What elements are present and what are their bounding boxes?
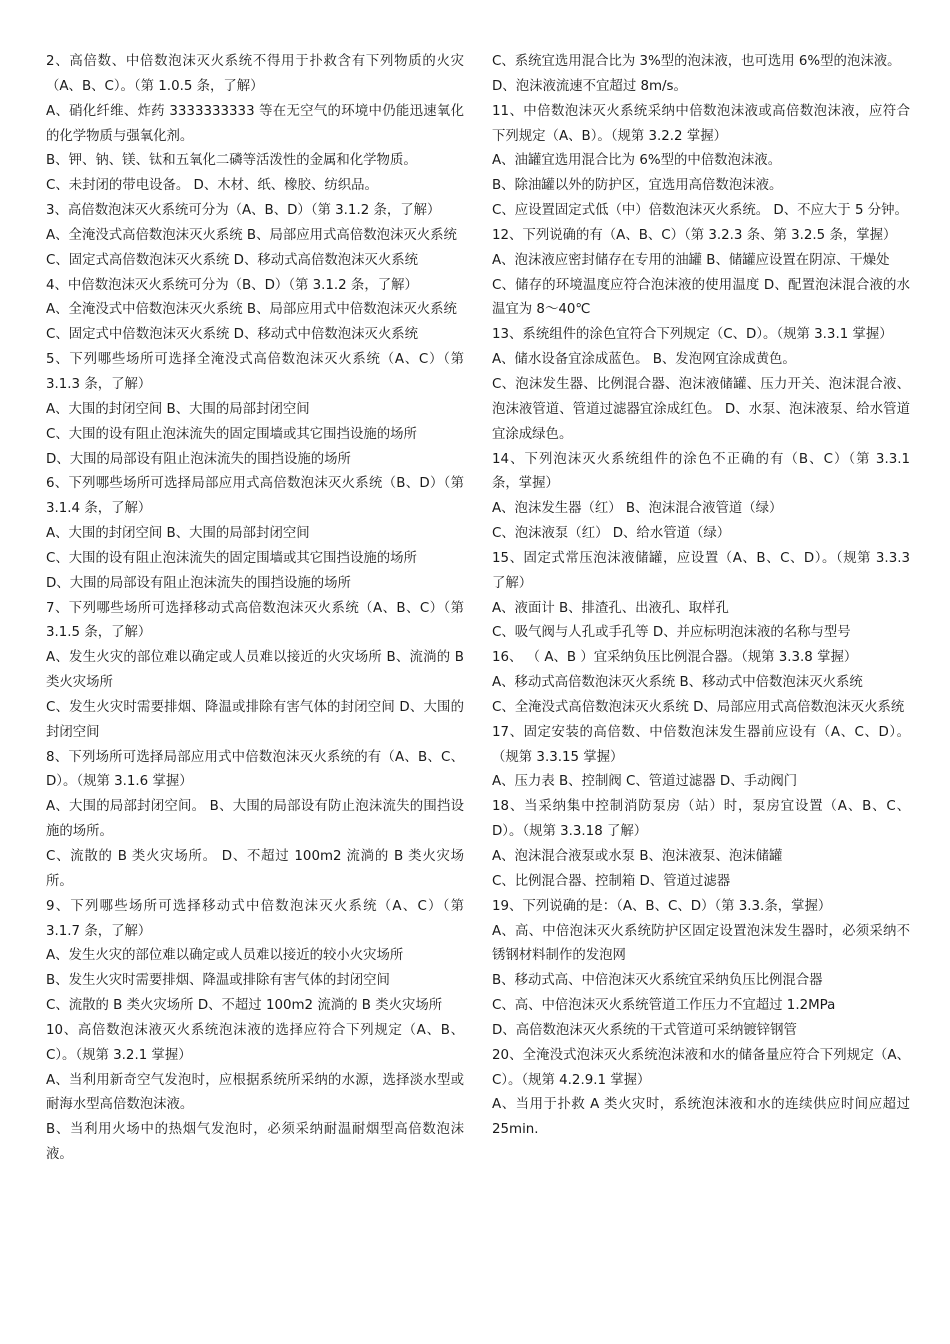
question-18: 18、当采纳集中控制消防泵房（站）时，泵房宜设置（A、B、C、D）。（规第 3.3.18 了解）	[492, 799, 910, 840]
option-line: B、发生火灾时需要排烟、降温或排除有害气体的封闭空间	[46, 973, 390, 989]
option-line: A、发生火灾的部位难以确定或人员难以接近的较小火灾场所	[46, 948, 404, 964]
option-line: B、除油罐以外的防护区，宜选用高倍数泡沫液。	[492, 178, 783, 194]
question-19: 19、下列说确的是：（A、B、C、D）（第 3.3.条，掌握）	[492, 898, 832, 914]
option-line: C、流散的 B 类火灾场所 D、不超过 100m2 流淌的 B 类火灾场所	[46, 998, 443, 1014]
option-line: D、大围的局部设有阻止泡沫流失的围挡设施的场所	[46, 575, 351, 591]
option-line: A、大围的局部封闭空间。 B、大围的局部设有防止泡沫流失的围挡设施的场所。	[46, 799, 464, 840]
option-line: B、钾、钠、镁、钛和五氧化二磷等活泼性的金属和化学物质。	[46, 153, 417, 169]
option-line: C、未封闭的带电设备。 D、木材、纸、橡胶、纺织品。	[46, 178, 378, 194]
option-line: A、当用于扑救 A 类火灾时，系统泡沫液和水的连续供应时间应超过 25min.	[492, 1097, 910, 1138]
option-line: A、油罐宜选用混合比为 6%型的中倍数泡沫液。	[492, 153, 782, 169]
question-7: 7、下列哪些场所可选择移动式高倍数泡沫灭火系统（A、B、C）（第 3.1.5 条，了解）	[46, 600, 464, 641]
question-13: 13、系统组件的涂色宜符合下列规定（C、D）。（规第 3.3.1 掌握）	[492, 327, 893, 343]
option-line: A、高、中倍泡沫灭火系统防护区固定设置泡沫发生器时，必须采纳不锈钢材料制作的发泡网	[492, 923, 910, 964]
option-line: C、泡沫液泵（红） D、给水管道（绿）	[492, 526, 731, 542]
option-line: A、大围的封闭空间 B、大围的局部封闭空间	[46, 401, 310, 417]
option-line: D、大围的局部设有阻止泡沫流失的围挡设施的场所	[46, 451, 351, 467]
option-line: A、压力表 B、控制阀 C、管道过滤器 D、手动阀门	[492, 774, 798, 790]
option-line: C、固定式高倍数泡沫灭火系统 D、移动式高倍数泡沫灭火系统	[46, 252, 419, 268]
option-line: C、比例混合器、控制箱 D、管道过滤器	[492, 873, 731, 889]
question-10: 10、高倍数泡沫液灭火系统泡沫液的选择应符合下列规定（A、B、C）。（规第 3.2.1 掌握）	[46, 1022, 464, 1063]
option-line: A、储水设备宜涂成蓝色。 B、发泡网宜涂成黄色。	[492, 352, 796, 368]
right-column	[492, 50, 910, 1143]
question-15: 15、固定式常压泡沫液储罐，应设置（A、B、C、D）。（规第 3.3.3 了解）	[492, 550, 910, 591]
question-14: 14、下列泡沫灭火系统组件的涂色不正确的有（B、C）（第 3.3.1 条，掌握）	[492, 451, 910, 492]
question-16: 16、 （ A、B ）宜采纳负压比例混合器。（规第 3.3.8 掌握）	[492, 650, 858, 666]
option-line: D、泡沫液流速不宜超过 8m/s。	[492, 78, 687, 94]
option-line: C、流散的 B 类火灾场所。 D、不超过 100m2 流淌的 B 类火灾场所。	[46, 849, 464, 889]
question-20: 20、全淹没式泡沫灭火系统泡沫液和水的储备量应符合下列规定（A、C）。（规第 4.2.9.1 掌握）	[492, 1047, 910, 1088]
question-4: 4、中倍数泡沫灭火系统可分为（B、D）（第 3.1.2 条，了解）	[46, 277, 418, 293]
option-line: A、泡沫发生器（红） B、泡沫混合液管道（绿）	[492, 501, 783, 517]
option-line: C、储存的环境温度应符合泡沫液的使用温度 D、配置泡沫混合液的水温宜为 8～40℃	[492, 277, 910, 318]
option-line: C、吸气阀与人孔或手孔等 D、并应标明泡沫液的名称与型号	[492, 625, 851, 641]
left-column	[46, 50, 464, 1168]
option-line: A、大围的封闭空间 B、大围的局部封闭空间	[46, 526, 310, 542]
question-17: 17、固定安装的高倍数、中倍数泡沫发生器前应设有（A、C、D）。（规第 3.3.15 掌握）	[492, 724, 910, 765]
option-line: C、大围的设有阻止泡沫流失的固定围墙或其它围挡设施的场所	[46, 426, 417, 442]
option-line: A、泡沫混合液泵或水泵 B、泡沫液泵、泡沫储罐	[492, 849, 783, 864]
option-line: A、液面计 B、排渣孔、出液孔、取样孔	[492, 600, 729, 616]
option-line: A、当利用新奇空气发泡时，应根据系统所采纳的水源，选择淡水型或耐海水型高倍数泡沫液。	[46, 1072, 464, 1113]
option-line: B、移动式高、中倍泡沫灭火系统宜采纳负压比例混合器	[492, 973, 823, 989]
question-12: 12、下列说确的有（A、B、C）（第 3.2.3 条、第 3.2.5 条，掌握）	[492, 227, 897, 243]
option-line: B、当利用火场中的热烟气发泡时，必须采纳耐温耐烟型高倍数泡沫液。	[46, 1122, 464, 1163]
option-line: C、应设置固定式低（中）倍数泡沫灭火系统。 D、不应大于 5 分钟。	[492, 203, 908, 219]
option-line: A、全淹没式高倍数泡沫灭火系统 B、局部应用式高倍数泡沫灭火系统	[46, 227, 457, 243]
option-line: A、硝化纤维、炸药 3333333333 等在无空气的环境中仍能迅速氧化的化学物质与强氧化剂。	[46, 103, 464, 144]
question-11: 11、中倍数泡沫灭火系统采纳中倍数泡沫液或高倍数泡沫液，应符合下列规定（A、B）。（规第 3.2.2 掌握）	[492, 103, 910, 144]
question-6: 6、下列哪些场所可选择局部应用式高倍数泡沫灭火系统（B、D）（第 3.1.4 条，了解）	[46, 476, 464, 517]
option-line: A、泡沫液应密封储存在专用的油罐 B、储罐应设置在阴凉、干燥处	[492, 252, 890, 268]
option-line: A、全淹没式中倍数泡沫灭火系统 B、局部应用式中倍数泡沫灭火系统	[46, 302, 457, 318]
question-3: 3、高倍数泡沫灭火系统可分为（A、B、D）（第 3.1.2 条，了解）	[46, 203, 441, 219]
option-line: C、发生火灾时需要排烟、降温或排除有害气体的封闭空间 D、大围的封闭空间	[46, 699, 464, 740]
question-5: 5、下列哪些场所可选择全淹没式高倍数泡沫灭火系统（A、C）（第 3.1.3 条，了解）	[46, 352, 464, 392]
question-8: 8、下列场所可选择局部应用式中倍数泡沫灭火系统的有（A、B、C、D）。（规第 3.1.6 掌握）	[46, 749, 464, 790]
option-line: C、高、中倍泡沫灭火系统管道工作压力不宜超过 1.2MPa	[492, 998, 836, 1014]
question-2: 2、高倍数、中倍数泡沫灭火系统不得用于扑救含有下列物质的火灾（A、B、C）。（第 1.0.5 条，了解）	[46, 54, 464, 94]
option-line: D、高倍数泡沫灭火系统的干式管道可采纳镀锌钢管	[492, 1022, 797, 1038]
option-line: C、固定式中倍数泡沫灭火系统 D、移动式中倍数泡沫灭火系统	[46, 327, 419, 343]
option-line: C、泡沫发生器、比例混合器、泡沫液储罐、压力开关、泡沫混合液、泡沫液管道、管道过滤器宜涂成红色。 D、水泵、泡沫液泵、给水管道宜涂成绿色。	[492, 376, 910, 442]
option-line: C、大围的设有阻止泡沫流失的固定围墙或其它围挡设施的场所	[46, 550, 417, 566]
question-9: 9、下列哪些场所可选择移动式中倍数泡沫灭火系统（A、C）（第 3.1.7 条，了解）	[46, 898, 464, 939]
option-line: C、全淹没式高倍数泡沫灭火系统 D、局部应用式高倍数泡沫灭火系统	[492, 699, 905, 715]
option-line: C、系统宜选用混合比为 3%型的泡沫液，也可选用 6%型的泡沫液。	[492, 54, 901, 69]
option-line: A、发生火灾的部位难以确定或人员难以接近的火灾场所 B、流淌的 B 类火灾场所	[46, 650, 464, 691]
option-line: A、移动式高倍数泡沫灭火系统 B、移动式中倍数泡沫灭火系统	[492, 675, 863, 691]
